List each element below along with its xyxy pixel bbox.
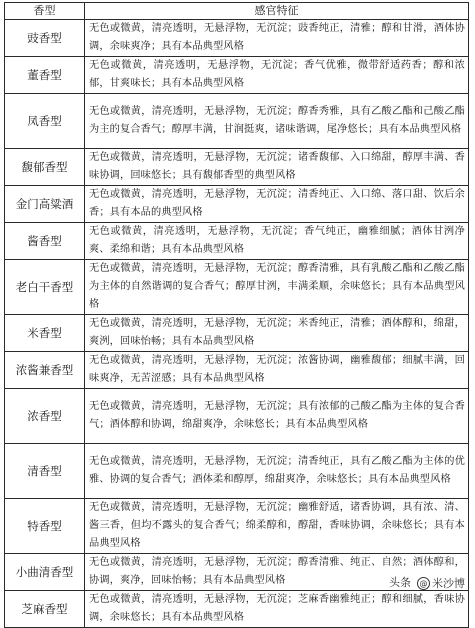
aroma-type-cell: 米香型 [5, 315, 85, 352]
aroma-type-cell: 董香型 [5, 57, 85, 94]
aroma-type-cell: 馥郁香型 [5, 149, 85, 186]
table-row [5, 20, 469, 57]
sensory-features-cell: 无色或微黄，清亮透明，无悬浮物，无沉淀；芝麻香幽雅纯正；醇和细腻，香味协调，余味悠长；具有本品典型风格 [85, 591, 469, 628]
aroma-type-cell: 金门高粱酒 [5, 186, 85, 223]
table-row [5, 389, 469, 444]
aroma-type-cell: 老白干香型 [5, 260, 85, 315]
sensory-features-cell: 无色或微黄，清亮透明，无悬浮物，无沉淀；浓酱协调，幽雅馥郁；细腻丰满，回味爽净，无苦涩感；具有本品典型风格 [85, 352, 469, 389]
sensory-features-cell: 无色或微黄，清亮透明，无悬浮物，无沉淀；醇香秀雅，具有乙酸乙酯和己酸乙酯为主的复合香气；醇厚丰满，甘润挺爽，诸味谐调，尾净悠长；具有本品典型风格 [85, 94, 469, 149]
at-icon: @ [417, 577, 430, 590]
aroma-type-cell: 芝麻香型 [5, 591, 85, 628]
sensory-features-cell: 无色或微黄，清亮透明，无悬浮物，无沉淀；醇香清雅，具有乳酸乙酯和乙酸乙酯为主体的自然谐调的复合香气；醇厚甘洌，丰满柔顺，余味悠长；具有本品典型风格 [85, 260, 469, 315]
aroma-type-cell: 浓酱兼香型 [5, 352, 85, 389]
table-header [5, 3, 469, 20]
table-row [5, 444, 469, 499]
table-row [5, 499, 469, 554]
aroma-type-cell: 清香型 [5, 444, 85, 499]
header-sensory-features: 感官特征 [85, 3, 469, 20]
aroma-type-cell: 豉香型 [5, 20, 85, 57]
table-row [5, 352, 469, 389]
sensory-features-cell: 无色或微黄，清亮透明，无悬浮物，无沉淀；香气纯正，幽雅细腻；酒体甘洌净爽、柔绵和谐；具有本品典型风格 [85, 223, 469, 260]
watermark [389, 575, 465, 591]
watermark-author: 米沙博 [432, 577, 465, 590]
header-aroma-type: 香型 [5, 3, 85, 20]
sensory-features-cell: 无色或微黄，清亮透明，无悬浮物，无沉淀；米香纯正，清雅；酒体醇和，绵甜，爽洌，回味怡畅；具有本品典型风格 [85, 315, 469, 352]
table-row [5, 591, 469, 628]
table-row [5, 315, 469, 352]
sensory-features-cell: 无色或微黄，清亮透明，无悬浮物，无沉淀；清香纯正、入口绵、落口甜、饮后余香；具有本品的典型风格 [85, 186, 469, 223]
aroma-type-cell: 小曲清香型 [5, 554, 85, 591]
table-body [5, 20, 469, 628]
aroma-type-cell: 凤香型 [5, 94, 85, 149]
table-row [5, 149, 469, 186]
aroma-type-table [4, 2, 469, 628]
table-row [5, 94, 469, 149]
sensory-features-cell: 无色或微黄，清亮透明，无悬浮物，无沉淀；醇香清雅、纯正、自然；酒体醇和，协调，爽净，回味怡畅；具有本品典型风格 [85, 554, 469, 591]
sensory-features-cell: 无色或微黄，清亮透明，无悬浮物，无沉淀；清香纯正，具有乙酸乙酯为主体的优雅、协调的复合香气；酒体柔和醇厚，绵甜爽净，余味悠长；具有本品典型风格 [85, 444, 469, 499]
table-row [5, 223, 469, 260]
aroma-type-table-container [4, 2, 468, 628]
sensory-features-cell: 无色或微黄，清亮透明，无悬浮物，无沉淀；豉香纯正，清雅；醇和甘滑，酒体协调，余味爽净；具有本品典型风格 [85, 20, 469, 57]
toutiao-logo: 头条 [389, 576, 411, 589]
aroma-type-cell: 特香型 [5, 499, 85, 554]
table-row [5, 186, 469, 223]
sensory-features-cell: 无色或微黄，清亮透明，无悬浮物，无沉淀；幽雅舒适，诸香协调，具有浓、清、酱三香，但均不露头的复合香气；绵柔醇和，醇甜，香味协调，余味悠长；具有本品典型风格 [85, 499, 469, 554]
table-row [5, 57, 469, 94]
sensory-features-cell: 无色或微黄，清亮透明，无悬浮物，无沉淀；香气优雅，微带舒适药香；醇和浓郁，甘爽味长；具有本品典型风格 [85, 57, 469, 94]
header-row [5, 3, 469, 20]
sensory-features-cell: 无色或微黄，清亮透明，无悬浮物，无沉淀；诸香馥郁、入口绵甜，醇厚丰满、香味协调，回味悠长；具有馥郁香型的典型风格 [85, 149, 469, 186]
aroma-type-cell: 浓香型 [5, 389, 85, 444]
sensory-features-cell: 无色或微黄，清亮透明，无悬浮物，无沉淀；具有浓郁的己酸乙酯为主体的复合香气；酒体醇和协调，绵甜爽净，余味悠长；具有本品典型风格 [85, 389, 469, 444]
aroma-type-cell: 酱香型 [5, 223, 85, 260]
table-row [5, 260, 469, 315]
